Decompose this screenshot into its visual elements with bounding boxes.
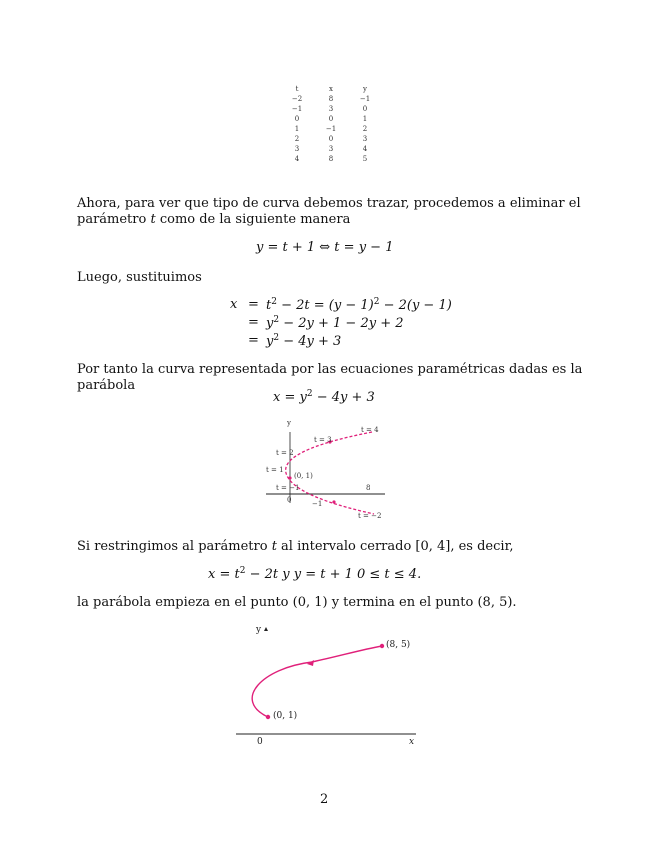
table-cell: 5	[362, 155, 368, 163]
table-cell: 0	[362, 105, 368, 113]
table-header-y: y	[363, 85, 367, 93]
fig2-label-x: x	[409, 737, 415, 747]
p1-text-b: como de la siguiente manera	[155, 212, 351, 227]
table-cell: 3	[362, 135, 368, 143]
table-cell: 0	[328, 135, 334, 143]
fig2-y-arrow-icon	[264, 627, 268, 631]
fig1-label-t1: t = 1	[266, 466, 284, 474]
eq2-eq-2: =	[248, 315, 259, 330]
paragraph-parabola: Por tanto la curva representada por las ecuaciones paramétricas dadas es la parábola	[77, 362, 583, 393]
table-cell: −1	[291, 105, 303, 113]
table-cell: 3	[294, 145, 300, 153]
table-cell: −2	[291, 95, 303, 103]
fig1-label-t3: t = 3	[314, 436, 332, 444]
table-cell: 0	[328, 115, 334, 123]
fig1-label-origin: 0	[287, 496, 292, 504]
fig2-curve	[252, 646, 382, 717]
equation-restricted: $x = t^2 - 2t$ y y = t + 1 0 ≤ t ≤ 4.	[208, 566, 422, 582]
equation-parabola: $x = y^2 - 4y + 3$	[273, 389, 375, 405]
p1-param: t	[150, 212, 156, 227]
table-cell: 8	[328, 95, 334, 103]
table-cell: 3	[328, 105, 334, 113]
equation-y-t: y = t + 1 ⇔ t = y − 1	[256, 240, 394, 255]
table-cell: 2	[294, 135, 300, 143]
fig2-label-start: (0, 1)	[273, 711, 298, 721]
fig1-label-y: y	[287, 419, 291, 427]
eq2-row-3: $y^2 - 4y + 3$	[266, 333, 342, 349]
eq2-eq-1: =	[248, 297, 259, 312]
table-header-x: x	[329, 85, 333, 93]
paragraph-substitute: Luego, sustituimos	[77, 270, 202, 285]
eq2-lhs: x	[230, 297, 238, 312]
fig1-label-tm1: t = −1	[276, 484, 300, 492]
table-cell: 1	[362, 115, 368, 123]
fig2-end-point	[380, 644, 384, 648]
eq2-row-1: $t^2 - 2t = (y - 1)^2 - 2(y - 1)$	[266, 297, 452, 313]
page-number: 2	[320, 792, 329, 807]
fig1-label-xm1: −1	[312, 500, 323, 508]
table-cell: 2	[362, 125, 368, 133]
eq2-eq-3: =	[248, 333, 259, 348]
fig2-start-point	[266, 715, 270, 719]
fig2-label-y: y	[256, 625, 262, 635]
table-cell: 3	[328, 145, 334, 153]
table-cell: 1	[294, 125, 300, 133]
table-header-t: t	[295, 85, 299, 93]
fig1-label-tm2: t = −2	[358, 512, 382, 520]
fig1-label-t0: (0, 1)	[294, 472, 313, 480]
table-cell: −1	[359, 95, 371, 103]
fig1-label-x8: 8	[366, 484, 371, 492]
paragraph-endpoints: la parábola empieza en el punto (0, 1) y termina en el punto (8, 5).	[77, 595, 517, 610]
paragraph-restrict: Si restringimos al parámetro t al intervalo cerrado [0, 4], es decir,	[77, 539, 514, 554]
table-cell: 4	[294, 155, 300, 163]
table-cell: 4	[362, 145, 368, 153]
table-cell: −1	[325, 125, 337, 133]
p1-text-a: Ahora, para ver que tipo de curva debemos trazar, procedemos a eliminar el parámetro	[77, 196, 581, 227]
fig2-label-end: (8, 5)	[386, 640, 411, 650]
table-cell: 8	[328, 155, 334, 163]
fig1-label-t4: t = 4	[361, 426, 379, 434]
fig1-label-t2: t = 2	[276, 449, 294, 457]
eq2-row-2: $y^2 - 2y + 1 - 2y + 2$	[266, 315, 404, 331]
fig2-label-origin: 0	[257, 737, 263, 747]
table-cell: 0	[294, 115, 300, 123]
